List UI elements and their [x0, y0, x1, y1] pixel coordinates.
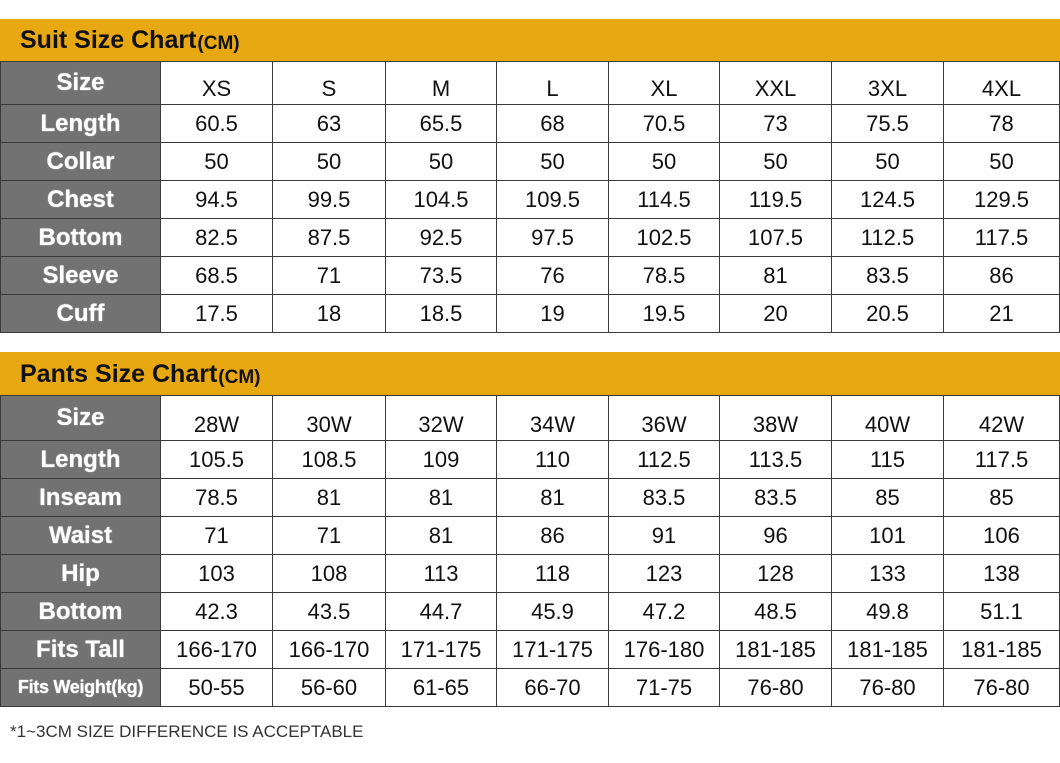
table-cell: 102.5 — [609, 219, 720, 257]
table-cell: 97.5 — [497, 219, 609, 257]
table-cell: 75.5 — [832, 105, 944, 143]
table-cell: 43.5 — [273, 593, 386, 631]
table-cell: 92.5 — [386, 219, 497, 257]
table-cell: 112.5 — [832, 219, 944, 257]
table-cell: 166-170 — [273, 631, 386, 669]
size-label: XS — [161, 62, 273, 105]
table-cell: 91 — [609, 517, 720, 555]
table-cell: 20 — [720, 295, 832, 333]
table-cell: 99.5 — [273, 181, 386, 219]
table-cell: 78.5 — [161, 479, 273, 517]
table-cell: 181-185 — [720, 631, 832, 669]
row-label: Fits Weight(kg) — [1, 669, 161, 707]
table-cell: 94.5 — [161, 181, 273, 219]
row-label: Collar — [1, 143, 161, 181]
table-cell: 50 — [497, 143, 609, 181]
table-row — [1, 593, 1060, 631]
table-cell: 50 — [386, 143, 497, 181]
table-cell: 86 — [944, 257, 1060, 295]
table-cell: 76-80 — [720, 669, 832, 707]
table-cell: 81 — [497, 479, 609, 517]
row-label: Chest — [1, 181, 161, 219]
table-cell: 17.5 — [161, 295, 273, 333]
table-cell: 118 — [497, 555, 609, 593]
table-cell: 117.5 — [944, 441, 1060, 479]
table-cell: 113 — [386, 555, 497, 593]
table-cell: 71-75 — [609, 669, 720, 707]
size-label: 3XL — [832, 62, 944, 105]
table-cell: 49.8 — [832, 593, 944, 631]
table-cell: 76 — [497, 257, 609, 295]
table-cell: 63 — [273, 105, 386, 143]
suit-size-chart-banner — [0, 19, 1060, 61]
table-cell: 19.5 — [609, 295, 720, 333]
table-cell: 109 — [386, 441, 497, 479]
table-cell: 176-180 — [609, 631, 720, 669]
table-cell: 171-175 — [497, 631, 609, 669]
table-cell: 108 — [273, 555, 386, 593]
size-label: 4XL — [944, 62, 1060, 105]
table-cell: 20.5 — [832, 295, 944, 333]
table-cell: 61-65 — [386, 669, 497, 707]
table-cell: 76-80 — [832, 669, 944, 707]
table-cell: 78 — [944, 105, 1060, 143]
table-row — [1, 181, 1060, 219]
row-label: Size — [1, 62, 161, 105]
table-cell: 81 — [386, 479, 497, 517]
table-cell: 50 — [273, 143, 386, 181]
table-cell: 66-70 — [497, 669, 609, 707]
pants-chart-title: Pants Size Chart — [20, 360, 218, 388]
table-cell: 105.5 — [161, 441, 273, 479]
table-cell: 42.3 — [161, 593, 273, 631]
table-cell: 86 — [497, 517, 609, 555]
row-label: Cuff — [1, 295, 161, 333]
table-cell: 110 — [497, 441, 609, 479]
table-cell: 50 — [720, 143, 832, 181]
row-label: Length — [1, 105, 161, 143]
row-label: Bottom — [1, 593, 161, 631]
table-cell: 124.5 — [832, 181, 944, 219]
table-cell: 106 — [944, 517, 1060, 555]
size-label: 34W — [497, 396, 609, 441]
table-cell: 21 — [944, 295, 1060, 333]
table-cell: 107.5 — [720, 219, 832, 257]
size-label: 38W — [720, 396, 832, 441]
row-label: Sleeve — [1, 257, 161, 295]
table-row — [1, 555, 1060, 593]
table-row — [1, 219, 1060, 257]
table-cell: 71 — [273, 517, 386, 555]
table-cell: 109.5 — [497, 181, 609, 219]
table-cell: 113.5 — [720, 441, 832, 479]
table-cell: 45.9 — [497, 593, 609, 631]
size-label: S — [273, 62, 386, 105]
pants-size-header-row — [1, 396, 1060, 441]
row-label: Bottom — [1, 219, 161, 257]
table-cell: 50 — [944, 143, 1060, 181]
table-cell: 115 — [832, 441, 944, 479]
table-cell: 81 — [273, 479, 386, 517]
table-cell: 112.5 — [609, 441, 720, 479]
table-row — [1, 295, 1060, 333]
table-cell: 171-175 — [386, 631, 497, 669]
pants-chart-unit: (CM) — [218, 367, 261, 388]
suit-chart-unit: (CM) — [197, 33, 240, 54]
size-label: 30W — [273, 396, 386, 441]
table-cell: 103 — [161, 555, 273, 593]
table-cell: 81 — [720, 257, 832, 295]
pants-size-table — [0, 395, 1060, 707]
table-row — [1, 669, 1060, 707]
table-row — [1, 479, 1060, 517]
table-cell: 87.5 — [273, 219, 386, 257]
suit-size-table — [0, 61, 1060, 333]
table-row — [1, 105, 1060, 143]
table-cell: 47.2 — [609, 593, 720, 631]
table-cell: 123 — [609, 555, 720, 593]
table-cell: 129.5 — [944, 181, 1060, 219]
suit-chart-title: Suit Size Chart — [20, 26, 197, 54]
table-cell: 68 — [497, 105, 609, 143]
size-label: 40W — [832, 396, 944, 441]
table-cell: 82.5 — [161, 219, 273, 257]
table-cell: 96 — [720, 517, 832, 555]
table-cell: 166-170 — [161, 631, 273, 669]
table-cell: 76-80 — [944, 669, 1060, 707]
row-label: Length — [1, 441, 161, 479]
table-cell: 71 — [161, 517, 273, 555]
table-cell: 78.5 — [609, 257, 720, 295]
table-cell: 101 — [832, 517, 944, 555]
size-label: XXL — [720, 62, 832, 105]
size-label: L — [497, 62, 609, 105]
table-cell: 50 — [609, 143, 720, 181]
table-cell: 73 — [720, 105, 832, 143]
table-cell: 50 — [161, 143, 273, 181]
table-cell: 104.5 — [386, 181, 497, 219]
table-row — [1, 631, 1060, 669]
table-cell: 181-185 — [832, 631, 944, 669]
suit-size-header-row — [1, 62, 1060, 105]
table-cell: 83.5 — [720, 479, 832, 517]
table-cell: 65.5 — [386, 105, 497, 143]
table-cell: 18 — [273, 295, 386, 333]
table-cell: 71 — [273, 257, 386, 295]
size-label: 32W — [386, 396, 497, 441]
row-label: Inseam — [1, 479, 161, 517]
table-cell: 50-55 — [161, 669, 273, 707]
table-cell: 128 — [720, 555, 832, 593]
row-label: Waist — [1, 517, 161, 555]
table-row — [1, 517, 1060, 555]
table-cell: 83.5 — [832, 257, 944, 295]
size-label: 42W — [944, 396, 1060, 441]
table-cell: 81 — [386, 517, 497, 555]
table-row — [1, 257, 1060, 295]
table-cell: 50 — [832, 143, 944, 181]
table-cell: 56-60 — [273, 669, 386, 707]
pants-size-chart-banner — [0, 352, 1060, 395]
table-cell: 108.5 — [273, 441, 386, 479]
table-cell: 85 — [832, 479, 944, 517]
row-label: Fits Tall — [1, 631, 161, 669]
table-cell: 44.7 — [386, 593, 497, 631]
table-cell: 83.5 — [609, 479, 720, 517]
size-difference-footnote: *1~3CM SIZE DIFFERENCE IS ACCEPTABLE — [10, 722, 364, 741]
table-row — [1, 441, 1060, 479]
table-cell: 181-185 — [944, 631, 1060, 669]
table-cell: 19 — [497, 295, 609, 333]
row-label: Size — [1, 396, 161, 441]
table-cell: 85 — [944, 479, 1060, 517]
table-row — [1, 143, 1060, 181]
table-cell: 70.5 — [609, 105, 720, 143]
table-cell: 48.5 — [720, 593, 832, 631]
size-label: M — [386, 62, 497, 105]
table-cell: 117.5 — [944, 219, 1060, 257]
table-cell: 73.5 — [386, 257, 497, 295]
size-label: 36W — [609, 396, 720, 441]
table-cell: 60.5 — [161, 105, 273, 143]
size-label: 28W — [161, 396, 273, 441]
table-cell: 133 — [832, 555, 944, 593]
table-cell: 138 — [944, 555, 1060, 593]
table-cell: 51.1 — [944, 593, 1060, 631]
table-cell: 18.5 — [386, 295, 497, 333]
table-cell: 68.5 — [161, 257, 273, 295]
table-cell: 119.5 — [720, 181, 832, 219]
row-label: Hip — [1, 555, 161, 593]
table-cell: 114.5 — [609, 181, 720, 219]
size-label: XL — [609, 62, 720, 105]
